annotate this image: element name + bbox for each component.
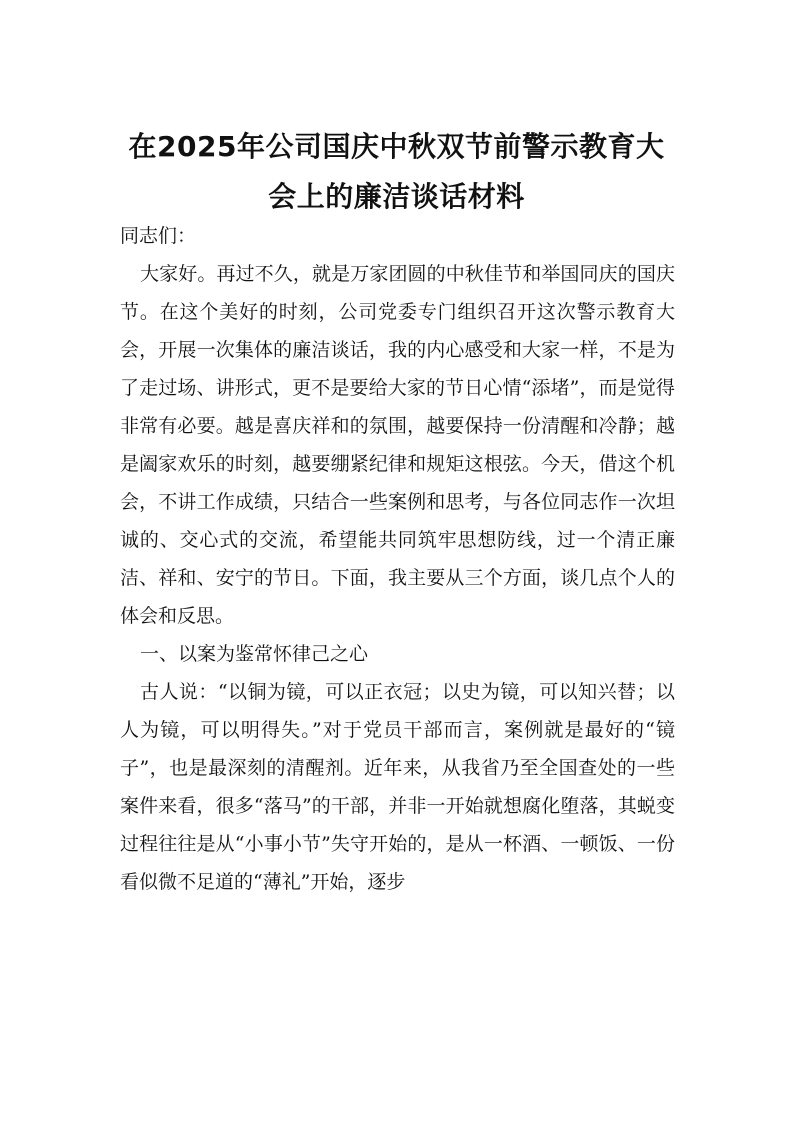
title-line-2: 会上的廉洁谈话材料 <box>268 180 525 213</box>
paragraph-intro: 大家好。再过不久，就是万家团圆的中秋佳节和举国同庆的国庆节。在这个美好的时刻，公司党委专门组织召开这次警示教育大会，开展一次集体的廉洁谈话，我的内心感受和大家一样，不是为了走过场、讲形式，更不是要给大家的节日心情“添堵”，而是觉得非常有必要。越是喜庆祥和的氛围，越要保持一份清醒和冷静；越是阖家欢乐的时刻，越要绷紧纪律和规矩这根弦。今天，借这个机会，不讲工作成绩，只结合一些案例和思考，与各位同志作一次坦诚的、交心式的交流，希望能共同筑牢思想防线，过一个清正廉洁、祥和、安宁的节日。下面，我主要从三个方面，谈几点个人的体会和反思。 <box>120 263 675 627</box>
document-body <box>120 217 675 901</box>
greeting: 同志们： <box>120 225 197 247</box>
title-line-1: 在2025年公司国庆中秋双节前警示教育大 <box>128 130 665 163</box>
document-title <box>100 122 693 222</box>
section-heading-1: 一、以案为鉴常怀律己之心 <box>140 643 369 665</box>
paragraph-section-1: 古人说：“以铜为镜，可以正衣冠；以史为镜，可以知兴替；以人为镜，可以明得失。”对于党员干部而言，案例就是最好的“镜子”，也是最深刻的清醒剂。近年来，从我省乃至全国查处的一些案件来看，很多“落马”的干部，并非一开始就想腐化堕落，其蜕变过程往往是从“小事小节”失守开始的，是从一杯酒、一顿饭、一份看似微不足道的“薄礼”开始，逐步 <box>120 681 675 893</box>
